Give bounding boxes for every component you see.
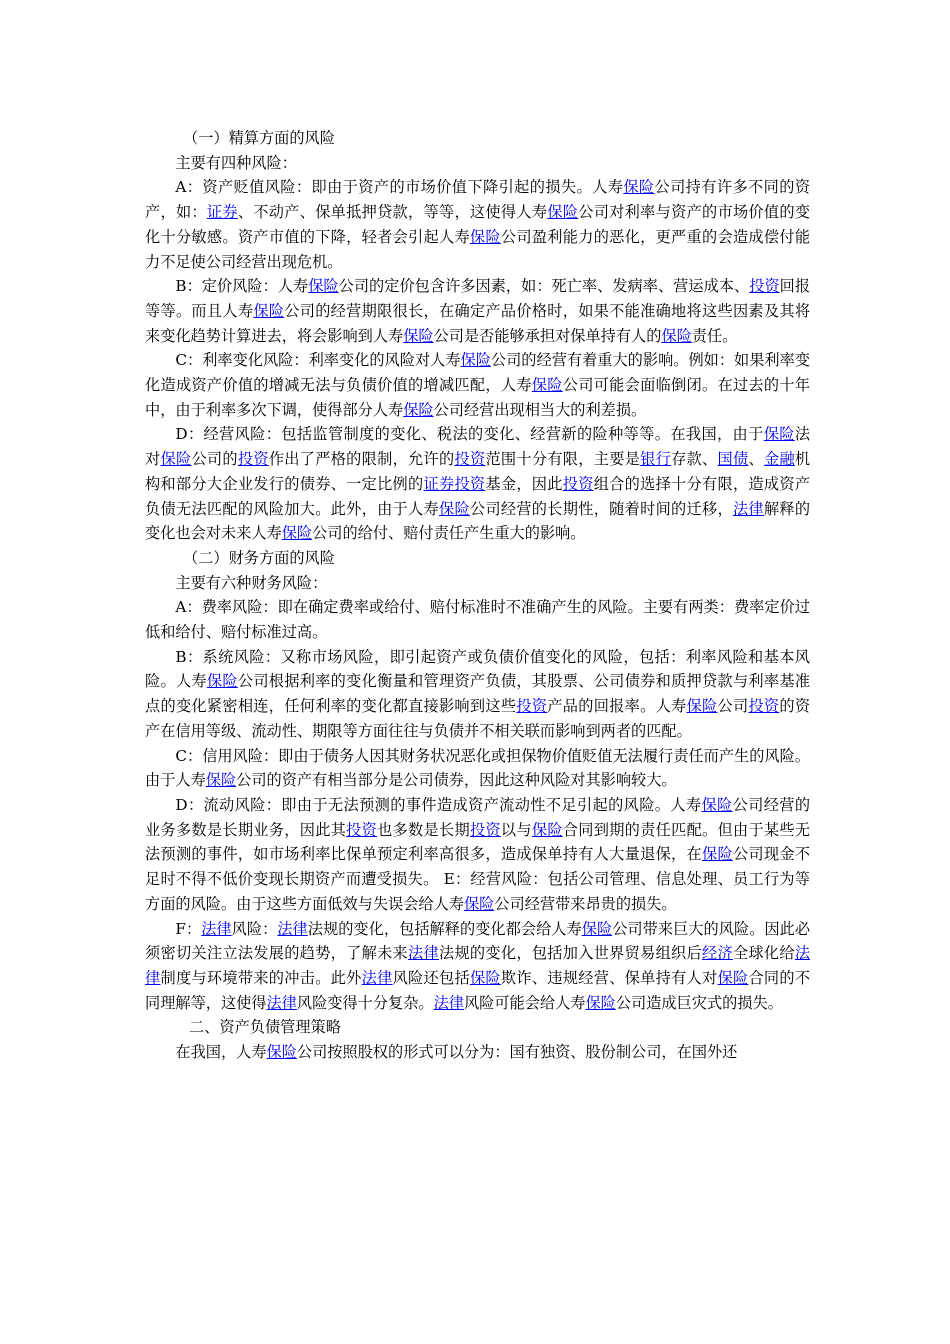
keyword-link[interactable]: 银行 bbox=[640, 450, 672, 469]
paragraph bbox=[145, 793, 810, 917]
keyword-link[interactable]: 法律 bbox=[361, 968, 393, 987]
paragraph bbox=[145, 175, 810, 274]
keyword-link[interactable]: 保险 bbox=[253, 301, 285, 320]
text-run: 公司持有许多不同的资产，如： bbox=[145, 178, 811, 222]
keyword-link[interactable]: 投资 bbox=[748, 697, 780, 716]
text-run: 主要有六种财务风险： bbox=[175, 573, 328, 592]
keyword-link[interactable]: 经济 bbox=[702, 944, 733, 963]
text-run: F： bbox=[175, 919, 202, 938]
keyword-link[interactable]: 国债 bbox=[717, 450, 749, 469]
text-run: 欺诈、违规经营、保单持有人对 bbox=[500, 968, 718, 987]
text-run: 主要有四种风险： bbox=[175, 153, 297, 172]
text-run: 解释的变化也会对未来人寿 bbox=[145, 499, 811, 543]
text-run: 合同到期的责任匹配。但由于某些无法预测的事件，如市场利率比保单预定利率高很多，造成保单持有人大量退保，在 bbox=[145, 820, 811, 864]
keyword-link[interactable]: 保险 bbox=[438, 499, 470, 518]
text-run: 风险： bbox=[231, 919, 278, 938]
keyword-link[interactable]: 保险 bbox=[160, 450, 192, 469]
text-run: 公司的资产有相当部分是公司债券，因此这种风险对其影响较大。 bbox=[236, 771, 677, 790]
text-run: 组合的选择十分有限，造成资产负债无法匹配的风险加大。此外，由于人寿 bbox=[145, 474, 811, 518]
text-run: D：经营风险：包括监管制度的变化、税法的变化、经营新的险种等等。在我国，由于 bbox=[175, 425, 764, 444]
keyword-link[interactable]: 保险 bbox=[581, 919, 613, 938]
section-heading bbox=[145, 546, 810, 571]
paragraph bbox=[145, 917, 810, 1016]
paragraph bbox=[145, 595, 810, 644]
text-run: 公司经营带来昂贵的损失。 bbox=[494, 894, 677, 913]
keyword-link[interactable]: 投资 bbox=[516, 697, 548, 716]
keyword-link[interactable]: 保险 bbox=[266, 1043, 297, 1062]
text-run: 公司经营出现相当大的利差损。 bbox=[433, 400, 647, 419]
text-run: 作出了严格的限制，允许的 bbox=[268, 450, 455, 469]
keyword-link[interactable]: 金融 bbox=[763, 450, 795, 469]
text-run: 二、资产负债管理策略 bbox=[189, 1018, 341, 1037]
text-run: 的资产在信用等级、流动性、期限等方面往往与负债并不相关联而影响到两者的匹配。 bbox=[145, 697, 811, 740]
paragraph bbox=[145, 645, 810, 744]
text-run: 也多数是长期 bbox=[377, 820, 470, 839]
text-run: 全球化给 bbox=[732, 944, 795, 963]
keyword-link[interactable]: 保险 bbox=[308, 277, 339, 296]
keyword-link[interactable]: 法律 bbox=[277, 919, 308, 938]
text-run: 风险可能会给人寿 bbox=[463, 993, 586, 1012]
text-run: C：信用风险：即由于债务人因其财务状况恶化或担保物价值贬值无法履行责任而产生的风险。由于人寿 bbox=[145, 746, 810, 790]
paragraph bbox=[145, 348, 810, 422]
keyword-link[interactable]: 投资 bbox=[469, 820, 501, 839]
paragraph bbox=[145, 274, 810, 348]
text-run: 基金，因此 bbox=[485, 474, 563, 493]
text-run: 制度与环境带来的冲击。此外 bbox=[160, 968, 362, 987]
keyword-link[interactable]: 投资 bbox=[749, 277, 780, 296]
keyword-link[interactable]: 保险 bbox=[661, 326, 692, 345]
keyword-link[interactable]: 法律 bbox=[266, 993, 297, 1012]
text-run: A：资产贬值风险：即由于资产的市场价值下降引起的损失。人寿 bbox=[175, 178, 624, 197]
keyword-link[interactable]: 保险 bbox=[701, 845, 733, 864]
text-run: 公司经营的长期性，随着时间的迁移， bbox=[469, 499, 733, 518]
text-run: 法对 bbox=[145, 425, 810, 469]
keyword-link[interactable]: 保险 bbox=[763, 425, 795, 444]
document-body bbox=[145, 126, 810, 1065]
keyword-link[interactable]: 法律 bbox=[732, 499, 764, 518]
text-run: B：系统风险：又称市场风险，即引起资产或负债价值变化的风险，包括：利率风险和基本风险。人寿 bbox=[145, 647, 810, 691]
keyword-link[interactable]: 保险 bbox=[460, 351, 491, 370]
text-run: 公司现金不足时不得不低价变现长期资产而遭受损失。 E：经营风险：包括公司管理、信息处理、员工行为等方面的风险。由于这些方面低效与失误会给人寿 bbox=[145, 845, 811, 913]
keyword-link[interactable]: 法律 bbox=[433, 993, 464, 1012]
text-run: 法规的变化，包括解释的变化都会给人寿 bbox=[307, 919, 582, 938]
section-heading bbox=[145, 126, 810, 151]
keyword-link[interactable]: 保险 bbox=[547, 203, 579, 222]
text-run: 公司按照股权的形式可以分为：国有独资、股份制公司，在国外还 bbox=[296, 1043, 738, 1062]
keyword-link[interactable]: 保险 bbox=[469, 227, 501, 246]
keyword-link[interactable]: 投资 bbox=[346, 820, 378, 839]
keyword-link[interactable]: 保险 bbox=[531, 376, 563, 395]
section-heading bbox=[145, 1015, 810, 1040]
text-run: 公司的定价包含许多因素，如：死亡率、发病率、营运成本、 bbox=[338, 277, 750, 296]
text-run: C：利率变化风险：利率变化的风险对人寿 bbox=[175, 351, 461, 370]
text-run: 公司 bbox=[717, 697, 749, 716]
text-run: 公司盈利能力的恶化，更严重的会造成偿付能力不足使公司经营出现危机。 bbox=[145, 227, 811, 271]
paragraph bbox=[145, 571, 810, 596]
keyword-link[interactable]: 法律 bbox=[201, 919, 232, 938]
keyword-link[interactable]: 保险 bbox=[463, 894, 495, 913]
text-run: 风险变得十分复杂。 bbox=[296, 993, 434, 1012]
keyword-link[interactable]: 保险 bbox=[623, 178, 655, 197]
text-run: 公司的经营有着重大的影响。例如：如果利率变化造成资产价值的增减无法与负债价值的增减匹配，人寿 bbox=[145, 351, 811, 395]
keyword-link[interactable]: 保险 bbox=[281, 524, 313, 543]
text-run: 公司根据利率的变化衡量和管理资产负债，其股票、公司债券和质押贷款与利率基准点的变化紧密相连，任何利率的变化都直接影响到这些 bbox=[145, 672, 811, 716]
text-run: 在我国，人寿 bbox=[175, 1043, 267, 1062]
text-run: B：定价风险：人寿 bbox=[175, 277, 309, 296]
text-run: 公司的给付、赔付责任产生重大的影响。 bbox=[312, 524, 586, 543]
keyword-link[interactable]: 保险 bbox=[585, 993, 616, 1012]
keyword-link[interactable]: 投资 bbox=[562, 474, 594, 493]
keyword-link[interactable]: 保险 bbox=[205, 771, 237, 790]
text-run: 机构和部分大企业发行的债券、一定比例的 bbox=[145, 450, 811, 493]
text-run: 以与 bbox=[500, 820, 532, 839]
text-run: 产品的回报率。人寿 bbox=[547, 697, 687, 716]
text-run: 公司可能会面临倒闭。在过去的十年中，由于利率多次下调，使得部分人寿 bbox=[145, 376, 811, 419]
text-run: A：费率风险：即在确定费率或给付、赔付标准时不准确产生的风险。主要有两类：费率定价过低和给付、赔付标准过高。 bbox=[145, 598, 810, 642]
text-run: 公司造成巨灾式的损失。 bbox=[615, 993, 783, 1012]
paragraph bbox=[145, 744, 810, 793]
text-run: 存款、 bbox=[671, 450, 718, 469]
keyword-link[interactable]: 保险 bbox=[701, 795, 733, 814]
paragraph bbox=[145, 422, 810, 546]
text-run: 法规的变化，包括加入世界贸易组织后 bbox=[438, 944, 703, 963]
text-run: 公司的 bbox=[191, 450, 238, 469]
keyword-link[interactable]: 投资 bbox=[454, 450, 486, 469]
keyword-link[interactable]: 法律 bbox=[408, 944, 439, 963]
text-run: 范围十分有限，主要是 bbox=[485, 450, 641, 469]
keyword-link[interactable]: 保险 bbox=[469, 968, 501, 987]
text-run: 责任。 bbox=[691, 326, 738, 345]
text-run: （二）财务方面的风险 bbox=[183, 548, 335, 567]
text-run: 合同的不同理解等，这使得 bbox=[145, 968, 811, 1012]
keyword-link[interactable]: 保险 bbox=[531, 820, 563, 839]
text-run: 、 bbox=[748, 450, 764, 469]
keyword-link[interactable]: 证券 bbox=[206, 203, 238, 222]
keyword-link[interactable]: 保险 bbox=[403, 326, 434, 345]
text-run: 公司对利率与资产的市场价值的变化十分敏感。资产市值的下降，轻者会引起人寿 bbox=[145, 203, 811, 246]
paragraph bbox=[145, 1040, 810, 1065]
keyword-link[interactable]: 保险 bbox=[717, 968, 749, 987]
text-run: 、不动产、保单抵押贷款，等等，这使得人寿 bbox=[237, 203, 548, 222]
keyword-link[interactable]: 投资 bbox=[237, 450, 269, 469]
text-run: 公司带来巨大的风险。因此必须密切关注立法发展的趋势，了解未来 bbox=[145, 919, 811, 963]
text-run: 公司的经营期限很长，在确定产品价格时，如果不能准确地将这些因素及其将来变化趋势计算进去，将会影响到人寿 bbox=[145, 301, 811, 345]
text-run: 公司经营的业务多数是长期业务，因此其 bbox=[145, 795, 811, 839]
keyword-link[interactable]: 保险 bbox=[403, 400, 434, 419]
keyword-link[interactable]: 保险 bbox=[686, 697, 718, 716]
text-run: 回报等等。而且人寿 bbox=[145, 277, 811, 320]
paragraph bbox=[145, 151, 810, 176]
text-run: 风险还包括 bbox=[392, 968, 470, 987]
keyword-link[interactable]: 法律 bbox=[145, 944, 811, 987]
text-run: D：流动风险：即由于无法预测的事件造成资产流动性不足引起的风险。人寿 bbox=[175, 795, 702, 814]
keyword-link[interactable]: 保险 bbox=[206, 672, 238, 691]
text-run: （一）精算方面的风险 bbox=[183, 129, 335, 147]
keyword-link[interactable]: 证券投资 bbox=[423, 474, 486, 493]
text-run: 公司是否能够承担对保单持有人的 bbox=[433, 326, 662, 345]
